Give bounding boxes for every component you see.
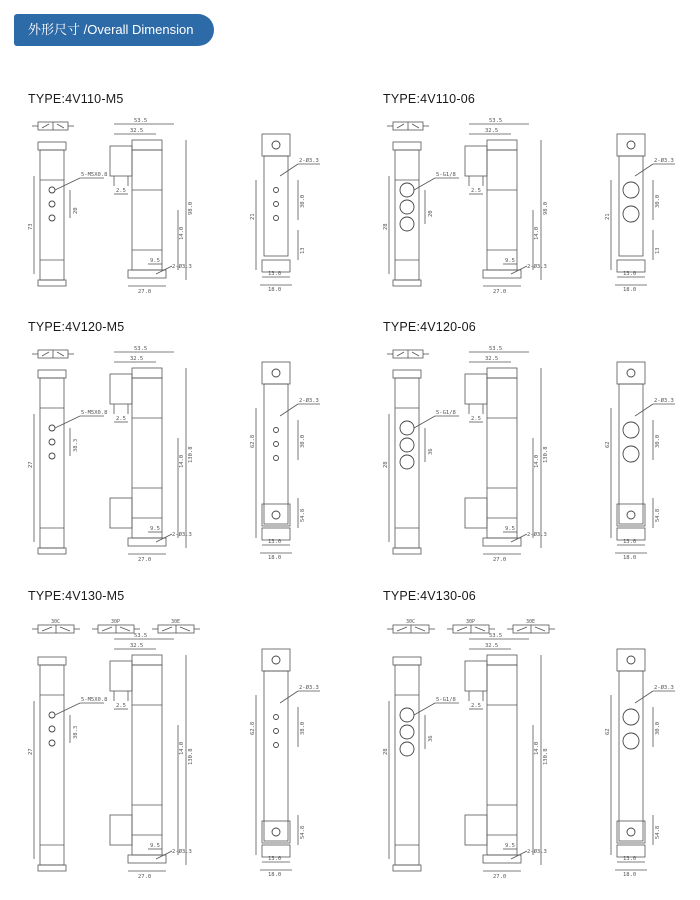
- dimension-label: 2.5: [471, 703, 481, 709]
- end-cap-lower: [617, 504, 645, 526]
- port-circle: [623, 446, 639, 462]
- drawing-line: [55, 416, 80, 428]
- port-circle: [400, 438, 414, 452]
- dimension-label: 62.8: [250, 434, 256, 448]
- screw-circle: [627, 511, 635, 519]
- end-cap: [617, 649, 645, 671]
- dimension-label: 9.5: [505, 843, 515, 849]
- dimension-label: 2-Ø3.3: [299, 158, 319, 164]
- dimension-label: 27.0: [138, 557, 152, 563]
- port-circle: [400, 725, 414, 739]
- valve-symbol: [387, 350, 429, 358]
- dimension-label: 54.8: [655, 825, 661, 839]
- dimension-label: 27: [28, 461, 34, 468]
- solenoid-coil: [465, 661, 487, 691]
- model-title: TYPE:4V110-06: [383, 92, 476, 106]
- port-circle: [623, 733, 639, 749]
- dimension-label: 14.0: [534, 226, 540, 240]
- model-title: TYPE:4V110-M5: [28, 92, 124, 106]
- dimension-label: 14.0: [179, 454, 185, 468]
- dimension-label: 130.8: [543, 748, 549, 765]
- valve-body-front: [132, 378, 162, 538]
- symbol-arrow: [42, 627, 52, 631]
- dimension-label: 27: [28, 748, 34, 755]
- end-cap: [262, 362, 290, 384]
- dimension-label: 130.8: [543, 446, 549, 463]
- port-circle: [49, 712, 55, 718]
- dimension-label: 13.0: [268, 271, 282, 277]
- port-circle: [400, 217, 414, 231]
- solenoid-cap: [38, 657, 66, 665]
- dimension-label: 2-Ø3.3: [527, 264, 547, 270]
- dimension-label: 27.0: [493, 289, 507, 295]
- end-cap-lower: [262, 504, 290, 526]
- dimension-label: 2-Ø3.3: [527, 849, 547, 855]
- symbol-label: 30P: [466, 619, 476, 625]
- valve-foot: [38, 280, 66, 286]
- dimension-label: 54.8: [300, 508, 306, 522]
- symbol-label: 30C: [406, 619, 416, 625]
- symbol-arrow: [162, 627, 172, 631]
- symbol-arrow: [60, 627, 70, 631]
- port-circle: [400, 742, 414, 756]
- dimension-label: 27.0: [138, 874, 152, 880]
- symbol-arrow: [397, 627, 407, 631]
- dimension-label: 54.8: [300, 825, 306, 839]
- end-cap-lower: [262, 821, 290, 843]
- valve-base: [483, 855, 521, 863]
- dimension-label: 20: [428, 210, 434, 217]
- dimension-label: 54.8: [655, 508, 661, 522]
- valve-foot: [393, 865, 421, 871]
- model-4v110-m5: [28, 92, 338, 332]
- dimension-label: 9.5: [150, 526, 160, 532]
- dimension-label: 98.0: [188, 201, 194, 215]
- symbol-arrow: [412, 124, 419, 128]
- dimension-label: 2-Ø3.3: [172, 849, 192, 855]
- valve-top: [487, 368, 517, 378]
- port-circle: [400, 708, 414, 722]
- dimension-label: 2-Ø3.3: [654, 158, 674, 164]
- drawing-line: [635, 164, 653, 176]
- screw-circle: [272, 828, 280, 836]
- solenoid-coil: [110, 146, 132, 176]
- model-title: TYPE:4V120-06: [383, 320, 476, 334]
- screw-circle: [627, 656, 635, 664]
- solenoid-cap: [393, 657, 421, 665]
- valve-top: [487, 655, 517, 665]
- drawing-line: [280, 404, 298, 416]
- port-circle: [623, 206, 639, 222]
- dimension-label: 32.5: [485, 356, 499, 362]
- dimension-label: 13: [300, 247, 306, 254]
- valve-base: [128, 538, 166, 546]
- dimension-label: 13: [655, 247, 661, 254]
- dimension-label: 13.0: [623, 856, 637, 862]
- model-title: TYPE:4V130-M5: [28, 589, 125, 603]
- port-circle: [49, 425, 55, 431]
- model-4v110-06: [383, 92, 693, 332]
- valve-body-side: [40, 378, 64, 548]
- dimension-label: 32.5: [130, 356, 144, 362]
- valve-body-front: [487, 665, 517, 855]
- drawing-line: [280, 164, 298, 176]
- dimension-label: 18.0: [268, 287, 282, 293]
- dimension-drawing: [28, 110, 348, 320]
- dimension-label: 18.0: [268, 555, 282, 561]
- dimension-drawing: [383, 338, 700, 588]
- dimension-label: 130.8: [188, 446, 194, 463]
- port-circle: [49, 726, 55, 732]
- dimension-label: 53.5: [134, 633, 148, 639]
- drawing-line: [635, 691, 653, 703]
- valve-body-front: [132, 150, 162, 270]
- valve-foot: [393, 548, 421, 554]
- dimension-label: 21: [605, 213, 611, 220]
- solenoid-cap: [393, 370, 421, 378]
- symbol-arrow: [457, 627, 467, 631]
- port-circle: [400, 183, 414, 197]
- dimension-label: 2.5: [471, 188, 481, 194]
- valve-foot: [38, 865, 66, 871]
- dimension-label: 32.5: [485, 128, 499, 134]
- dimension-label: 2.5: [116, 188, 126, 194]
- dimension-label: 62: [605, 728, 611, 735]
- dimension-label: 2-Ø3.3: [654, 398, 674, 404]
- dimension-label: 32.5: [130, 128, 144, 134]
- dimension-label: 28: [383, 223, 389, 230]
- screw-circle: [272, 369, 280, 377]
- dimension-label: 38.3: [73, 438, 79, 452]
- port-circle: [49, 439, 55, 445]
- dimension-label: 38.0: [300, 721, 306, 735]
- model-title: TYPE:4V130-06: [383, 589, 476, 603]
- port-circle: [274, 743, 279, 748]
- dimension-label: 73: [28, 223, 34, 230]
- solenoid-cap: [38, 142, 66, 150]
- drawing-line: [414, 703, 435, 715]
- dimension-label: 20: [73, 207, 79, 214]
- dimension-drawing: [383, 607, 700, 897]
- dimension-label: 9.5: [150, 843, 160, 849]
- port-circle: [274, 442, 279, 447]
- port-circle: [274, 428, 279, 433]
- dimension-label: 18.0: [623, 287, 637, 293]
- end-cap: [617, 362, 645, 384]
- dimension-label: 38.3: [73, 725, 79, 739]
- drawing-line: [414, 416, 435, 428]
- dimension-label: 2-Ø3.3: [172, 264, 192, 270]
- symbol-arrow: [535, 627, 545, 631]
- valve-symbol: [32, 122, 74, 130]
- valve-symbol: [387, 122, 429, 130]
- dimension-label: 36: [428, 448, 434, 455]
- dimension-label: 2.5: [116, 703, 126, 709]
- valve-body-side: [395, 150, 419, 280]
- port-circle: [274, 188, 279, 193]
- dimension-label: 2-Ø3.3: [299, 685, 319, 691]
- valve-body-end: [619, 671, 643, 841]
- valve-foot: [393, 280, 421, 286]
- model-4v120-m5: [28, 320, 338, 563]
- solenoid-cap: [38, 370, 66, 378]
- symbol-arrow: [102, 627, 112, 631]
- dimension-label: 32.5: [130, 643, 144, 649]
- symbol-arrow: [42, 352, 49, 356]
- dimension-label: 5-M5X0.8: [81, 172, 108, 178]
- port-circle: [400, 421, 414, 435]
- dimension-label: 13.0: [268, 539, 282, 545]
- solenoid-coil: [465, 146, 487, 176]
- dimension-label: 18.0: [623, 555, 637, 561]
- symbol-arrow: [397, 352, 404, 356]
- valve-top: [132, 140, 162, 150]
- solenoid-coil-lower: [110, 815, 132, 845]
- dimension-label: 9.5: [505, 258, 515, 264]
- model-title: TYPE:4V120-M5: [28, 320, 125, 334]
- dimension-label: 13.0: [268, 856, 282, 862]
- symbol-arrow: [57, 124, 64, 128]
- screw-circle: [272, 141, 280, 149]
- dimension-label: 36: [428, 735, 434, 742]
- valve-body-front: [132, 665, 162, 855]
- symbol-arrow: [180, 627, 190, 631]
- valve-base: [483, 270, 521, 278]
- dimension-label: 98.0: [543, 201, 549, 215]
- port-circle: [274, 202, 279, 207]
- dimension-label: 18.0: [268, 872, 282, 878]
- solenoid-coil: [465, 374, 487, 404]
- dimension-label: 14.0: [534, 741, 540, 755]
- port-circle: [49, 453, 55, 459]
- dimension-drawing: [28, 338, 348, 588]
- dimension-label: 53.5: [134, 118, 148, 124]
- dimension-label: 13.0: [623, 271, 637, 277]
- valve-symbol: [32, 619, 80, 633]
- dimension-label: 14.0: [534, 454, 540, 468]
- dimension-drawing: [383, 110, 700, 320]
- valve-body-front: [487, 150, 517, 270]
- valve-symbol: [447, 619, 495, 633]
- dimension-label: 5-M5X0.8: [81, 410, 108, 416]
- port-circle: [274, 715, 279, 720]
- valve-body-front: [487, 378, 517, 538]
- screw-circle: [627, 369, 635, 377]
- dimension-label: 130.8: [188, 748, 194, 765]
- symbol-arrow: [475, 627, 485, 631]
- dimension-label: 18.0: [623, 872, 637, 878]
- solenoid-coil-lower: [465, 815, 487, 845]
- solenoid-coil: [110, 661, 132, 691]
- section-header-tab: [14, 14, 214, 46]
- symbol-label: 30E: [526, 619, 536, 625]
- dimension-label: 2-Ø3.3: [172, 532, 192, 538]
- port-circle: [400, 200, 414, 214]
- dimension-label: 53.5: [489, 633, 503, 639]
- solenoid-coil-lower: [110, 498, 132, 528]
- dimension-label: 5-G1/8: [436, 697, 456, 703]
- drawing-line: [280, 691, 298, 703]
- valve-top: [487, 140, 517, 150]
- dimension-label: 30.0: [655, 721, 661, 735]
- screw-circle: [272, 656, 280, 664]
- valve-body-end: [264, 671, 288, 841]
- port-circle: [623, 709, 639, 725]
- valve-top: [132, 368, 162, 378]
- model-4v120-06: [383, 320, 693, 563]
- dimension-label: 27.0: [138, 289, 152, 295]
- drawing-line: [55, 703, 80, 715]
- end-cap: [262, 649, 290, 671]
- port-circle: [274, 456, 279, 461]
- dimension-label: 2-Ø3.3: [299, 398, 319, 404]
- dimension-label: 5-G1/8: [436, 172, 456, 178]
- valve-base: [128, 270, 166, 278]
- dimension-label: 2.5: [471, 416, 481, 422]
- section-title: 外形尺寸 /Overall Dimension: [28, 22, 194, 37]
- symbol-arrow: [120, 627, 130, 631]
- screw-circle: [627, 141, 635, 149]
- valve-base: [128, 855, 166, 863]
- dimension-label: 27.0: [493, 557, 507, 563]
- dimension-label: 14.0: [179, 741, 185, 755]
- symbol-arrow: [517, 627, 527, 631]
- symbol-label: 30C: [51, 619, 61, 625]
- dimension-label: 5-M5X0.8: [81, 697, 108, 703]
- valve-symbol: [507, 619, 555, 633]
- solenoid-coil-lower: [465, 498, 487, 528]
- valve-base: [483, 538, 521, 546]
- port-circle: [274, 729, 279, 734]
- solenoid-cap: [393, 142, 421, 150]
- dimension-label: 28: [383, 748, 389, 755]
- dimension-label: 2.5: [116, 416, 126, 422]
- solenoid-coil: [110, 374, 132, 404]
- dimension-label: 62.8: [250, 721, 256, 735]
- dimension-label: 53.5: [134, 346, 148, 352]
- model-4v130-06: [383, 589, 693, 880]
- dimension-label: 32.5: [485, 643, 499, 649]
- screw-circle: [627, 828, 635, 836]
- port-circle: [49, 215, 55, 221]
- dimension-label: 2-Ø3.3: [527, 532, 547, 538]
- port-circle: [274, 216, 279, 221]
- screw-circle: [272, 511, 280, 519]
- valve-body-end: [264, 384, 288, 524]
- end-cap: [617, 134, 645, 156]
- valve-body-side: [395, 378, 419, 548]
- valve-foot: [38, 548, 66, 554]
- dimension-label: 14.0: [179, 226, 185, 240]
- symbol-arrow: [412, 352, 419, 356]
- port-circle: [400, 455, 414, 469]
- symbol-arrow: [415, 627, 425, 631]
- port-circle: [623, 422, 639, 438]
- drawing-line: [635, 404, 653, 416]
- port-circle: [49, 201, 55, 207]
- valve-symbol: [92, 619, 140, 633]
- model-4v130-m5: [28, 589, 338, 880]
- dimension-label: 30.0: [300, 194, 306, 208]
- dimension-label: 9.5: [150, 258, 160, 264]
- dimension-label: 27.0: [493, 874, 507, 880]
- dimension-label: 9.5: [505, 526, 515, 532]
- symbol-arrow: [57, 352, 64, 356]
- dimension-label: 30.0: [300, 434, 306, 448]
- dimension-label: 53.5: [489, 118, 503, 124]
- dimension-label: 28: [383, 461, 389, 468]
- dimension-label: 53.5: [489, 346, 503, 352]
- dimension-label: 5-G1/8: [436, 410, 456, 416]
- valve-symbol: [387, 619, 435, 633]
- symbol-arrow: [42, 124, 49, 128]
- valve-body-end: [264, 156, 288, 256]
- dimension-label: 30.0: [655, 194, 661, 208]
- valve-top: [132, 655, 162, 665]
- dimension-label: 21: [250, 213, 256, 220]
- end-cap: [262, 134, 290, 156]
- port-circle: [49, 740, 55, 746]
- valve-symbol: [32, 350, 74, 358]
- dimension-drawing: [28, 607, 348, 897]
- dimension-label: 30.0: [655, 434, 661, 448]
- dimension-label: 13.0: [623, 539, 637, 545]
- symbol-label: 30P: [111, 619, 121, 625]
- port-circle: [623, 182, 639, 198]
- symbol-label: 30E: [171, 619, 181, 625]
- valve-symbol: [152, 619, 200, 633]
- end-cap-lower: [617, 821, 645, 843]
- port-circle: [49, 187, 55, 193]
- dimension-label: 62: [605, 441, 611, 448]
- dimension-label: 2-Ø3.3: [654, 685, 674, 691]
- symbol-arrow: [397, 124, 404, 128]
